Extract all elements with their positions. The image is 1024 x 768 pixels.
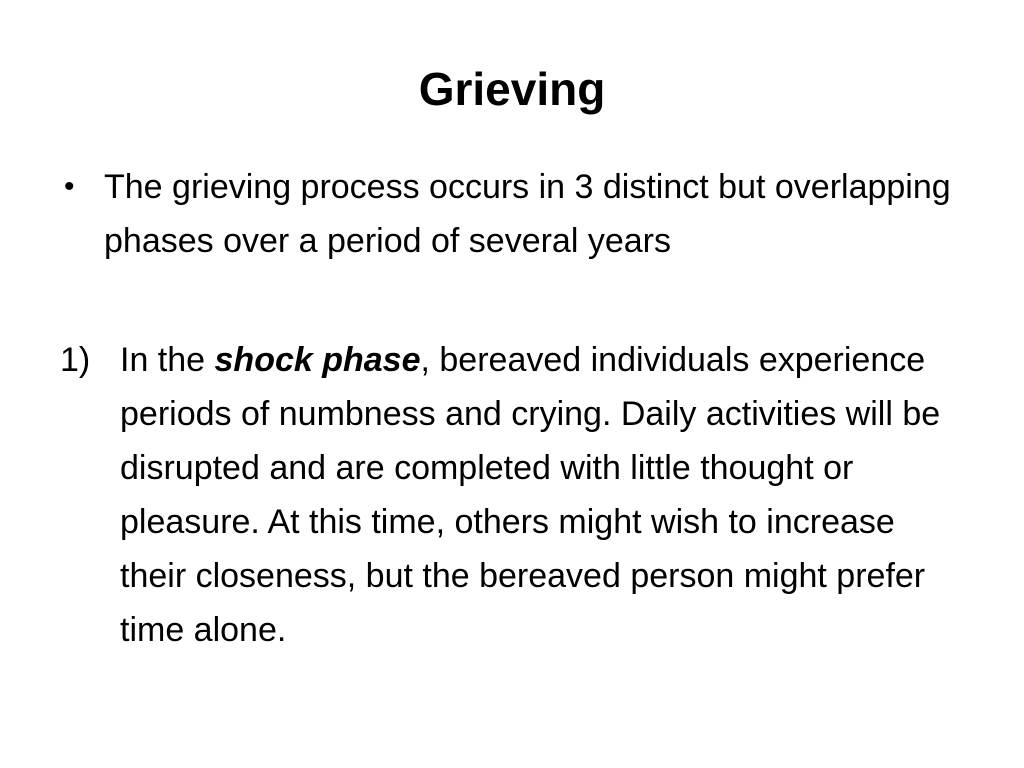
emphasized-term: shock phase — [214, 341, 421, 379]
numbered-item — [60, 333, 970, 657]
number-marker: 1) — [60, 341, 91, 379]
bullet-marker: • — [64, 170, 75, 203]
slide-title: Grieving — [418, 63, 606, 115]
text-before-emphasis: In the — [120, 341, 215, 379]
text-after-emphasis: , bereaved individuals experience periods of numbness and crying. Daily activities will be disrupted and are completed with little thought or pleasure. At this time, others might wish to increase their closeness, but the bereaved person might prefer time alone. — [120, 341, 941, 649]
numbered-item-text — [120, 333, 970, 657]
bullet-text: The grieving process occurs in 3 distinct but overlapping phases over a period of several years — [104, 168, 951, 260]
bullet-item — [60, 160, 970, 268]
